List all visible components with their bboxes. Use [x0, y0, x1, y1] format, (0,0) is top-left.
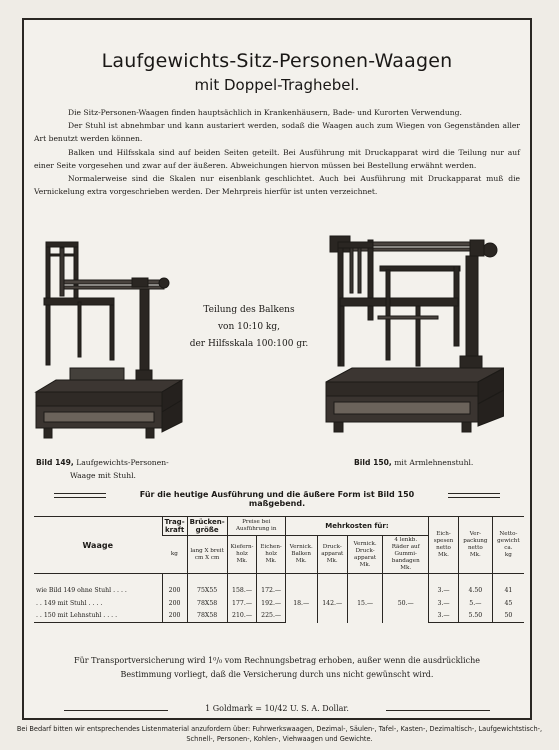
- header-text: Ver-packung netto: [463, 531, 488, 551]
- header-text: Druck-apparat: [321, 544, 344, 557]
- header-unit: Mk.: [295, 558, 307, 564]
- header-text: 4 lenkb. Räder auf Gummi-bandagen: [391, 537, 420, 564]
- header-text: lang X breit: [190, 547, 224, 554]
- goldmark-note: 1 Goldmark = 10/42 U. S. A. Dollar.: [205, 704, 349, 713]
- cell-gew: 45: [492, 597, 524, 610]
- cell-gew: 41: [492, 584, 524, 597]
- division-line: Teilung des Balkens: [203, 305, 295, 315]
- division-line: von 10:10 kg,: [217, 322, 281, 332]
- beam-division-note: [174, 302, 324, 353]
- header-text: Vernick. Druck-apparat: [353, 540, 377, 561]
- price-table: [34, 516, 524, 623]
- row-name: wie Bild 149 ohne Stuhl . . . .: [36, 586, 127, 594]
- cell-eich: 3.—: [429, 597, 459, 610]
- header-text: Kiefern-holz: [230, 544, 254, 557]
- division-line: der Hilfsskala 100:100 gr.: [189, 339, 309, 349]
- page-title: Laufgewichts-Sitz-Personen-Waagen: [101, 50, 453, 72]
- table-row: [34, 584, 524, 597]
- cell-eichen: 172.—: [257, 584, 285, 597]
- banner-rule: [54, 493, 106, 498]
- col-eichen: [257, 536, 285, 574]
- col-kiefern: [227, 536, 257, 574]
- caption-label: Bild 150,: [354, 458, 392, 467]
- row-name: . . 150 mit Lehnstuhl . . . .: [34, 610, 162, 623]
- col-bruecke: Brücken-größe: [187, 517, 227, 536]
- page-subtitle: mit Doppel-Traghebel.: [194, 76, 360, 94]
- header-unit: Mk.: [236, 558, 248, 564]
- scale-with-armchair-illustration: [320, 220, 504, 440]
- caption-bild-150: [354, 456, 524, 469]
- header-unit: cm X cm: [194, 554, 220, 561]
- header-text: Eichen-holz: [260, 544, 282, 557]
- header-unit: Mk.: [438, 552, 449, 558]
- caption-text: Waage mit Stuhl.: [70, 471, 136, 480]
- page-frame: [22, 18, 532, 720]
- cell-gew: 50: [492, 610, 524, 623]
- cell-eichen: 192.—: [257, 597, 285, 610]
- cell-kiefern: 210.—: [227, 610, 257, 623]
- row-name: . . 149 mit Stuhl . . . .: [36, 599, 103, 607]
- caption-text: mit Armlehnenstuhl.: [394, 458, 474, 467]
- cell-kiefern: 177.—: [227, 597, 257, 610]
- header-unit: Mk.: [326, 558, 338, 564]
- col-tragkraft: Trag-kraft: [162, 517, 187, 536]
- intro-paragraph: Der Stuhl ist abnehmbar und kann austariert werden, sodaß die Waagen auch zum Wiegen von Gegenständen aller Art benutzt werden können.: [34, 121, 520, 144]
- cell-vernick-balken: 18.—: [285, 584, 317, 623]
- intro-text: [34, 106, 520, 198]
- col-vernick-balken: [285, 536, 317, 574]
- banner-rule: [448, 493, 500, 498]
- intro-paragraph: Normalerweise sind die Skalen nur eisenblank geschlichtet. Auch bei Ausführung mit Druckapparat muß die Vernickelung extra vorgeschrieben werden. Der Mehrpreis hierfür ist unten verzeichnet.: [34, 174, 520, 197]
- col-verpackung: [458, 517, 492, 574]
- caption-label: Bild 149,: [36, 458, 74, 467]
- col-vernick-druck: [347, 536, 382, 574]
- cell-eich: 3.—: [429, 584, 459, 597]
- cell-groesse: 78X58: [187, 610, 227, 623]
- col-waage: Waage: [34, 517, 162, 574]
- header-unit: kg: [504, 552, 512, 558]
- bruecke-unit: [187, 536, 227, 574]
- caption-text: Laufgewichts-Personen-: [76, 458, 169, 467]
- caption-bild-149: [36, 456, 206, 482]
- intro-paragraph: Balken und Hilfsskala sind auf beiden Seiten geteilt. Bei Ausführung mit Druckapparat wird die Teilung nur auf einer Seite vorgesehen und zwar auf der äußeren. Abweichungen hiervon müssen bei Bestellung erwähnt werden.: [34, 147, 520, 170]
- header-text: Vernick. Balken: [289, 544, 313, 557]
- cell-kiefern: 158.—: [227, 584, 257, 597]
- cell-kraft: 200: [162, 597, 187, 610]
- goldmark-rule: [386, 710, 490, 711]
- header-unit: Mk.: [400, 565, 412, 571]
- cell-verp: 5.50: [458, 610, 492, 623]
- tragkraft-unit: kg: [162, 536, 187, 574]
- cell-eich: 3.—: [429, 610, 459, 623]
- cell-druckapparat: 142.—: [317, 584, 347, 623]
- col-eichspesen: [429, 517, 459, 574]
- banner-text: Für die heutige Ausführung und die äußere Form ist Bild 150 maßgebend.: [139, 490, 415, 508]
- cell-eichen: 225.—: [257, 610, 285, 623]
- cell-verp: 4.50: [458, 584, 492, 597]
- col-mehrkosten: Mehrkosten für:: [285, 517, 428, 536]
- cell-raeder: 50.—: [383, 584, 429, 623]
- table-row: [34, 610, 524, 623]
- insurance-note: Für Transportversicherung wird 1⁰/₀ vom Rechnungsbetrag erhoben, außer wenn die ausdrückliche Bestimmung vorliegt, daß die Versicherung durch uns nicht gewünscht wird.: [74, 656, 480, 679]
- cell-verp: 5.—: [458, 597, 492, 610]
- col-nettogewicht: [492, 517, 524, 574]
- bottom-note: Bei Bedarf bitten wir entsprechendes Listenmaterial anzufordern über: Fuhrwerkswaagen, Dezimal-, Säulen-, Tafel-, Kasten-, Dezimaltisch-, Laufgewichtstisch-, Schnell-, Personen-, Kohlen-, Viehwaagen und Gewichte.: [16, 725, 543, 743]
- notice-banner: [34, 490, 520, 508]
- cell-vernick-druck: 15.—: [347, 584, 382, 623]
- header-unit: Mk.: [469, 552, 481, 558]
- col-druckapparat: [317, 536, 347, 574]
- header-text: Netto-gewicht ca.: [497, 531, 520, 551]
- header-unit: Mk.: [359, 561, 371, 568]
- cell-kraft: 200: [162, 584, 187, 597]
- cell-kraft: 200: [162, 610, 187, 623]
- scale-with-chair-illustration: [34, 240, 184, 450]
- cell-groesse: 78X58: [187, 597, 227, 610]
- cell-groesse: 75X55: [187, 584, 227, 597]
- col-raeder: [383, 536, 429, 574]
- header-unit: Mk.: [265, 558, 277, 564]
- intro-paragraph: Die Sitz-Personen-Waagen finden hauptsächlich in Krankenhäusern, Bade- und Kurorten Verwendung.: [68, 108, 462, 117]
- header-text: Eich-spesen netto: [433, 531, 454, 551]
- col-preise: Preise bei Ausführung in: [227, 517, 285, 536]
- table-row: [34, 597, 524, 610]
